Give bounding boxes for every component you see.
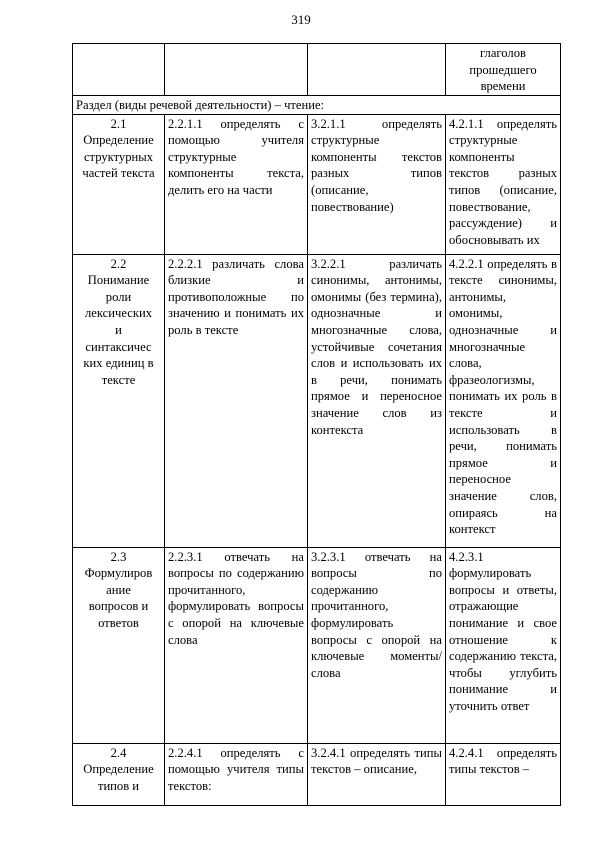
table-cell xyxy=(308,44,446,96)
cell-text: глаголов прошедшего времени xyxy=(469,46,537,94)
cell-text: 2.1 Определение структурных частей текста xyxy=(82,116,155,181)
table-cell xyxy=(446,547,561,743)
section-heading-row xyxy=(73,96,561,115)
table-cell xyxy=(446,114,561,254)
cell-text: 4.2.1.1 определять структурные компоненты текстов разных типов (описание, повествование, рассуждение) и обосновывать их xyxy=(449,116,557,247)
cell-text: 3.2.3.1 отвечать на вопросы по содержанию прочитанного, формулировать вопросы с опорой на ключевые моменты/ слова xyxy=(311,549,442,680)
section-heading: Раздел (виды речевой деятельности) – чтение: xyxy=(73,96,561,115)
table-cell xyxy=(308,114,446,254)
cell-text: 2.4 Определение типов и xyxy=(83,745,154,793)
table-cell xyxy=(308,547,446,743)
table-cell xyxy=(165,44,308,96)
cell-text: 2.2.2.1 различать слова близкие и противоположные по значению и понимать их роль в тексте xyxy=(168,256,304,337)
table-row xyxy=(73,547,561,743)
cell-text: 4.2.4.1 определять типы текстов – xyxy=(449,745,557,777)
cell-text: 4.2.3.1 формулировать вопросы и ответы, отражающие понимание и свое отношение к содержанию текста, чтобы углубить понимание и уточнить ответ xyxy=(449,549,557,713)
page-number: 319 xyxy=(291,12,311,27)
table-row-continuation xyxy=(73,44,561,96)
cell-text: 3.2.4.1 определять типы текстов – описание, xyxy=(311,745,442,777)
curriculum-table xyxy=(72,43,561,806)
table-cell xyxy=(165,547,308,743)
table-cell xyxy=(165,254,308,547)
table-cell xyxy=(165,743,308,805)
table-cell xyxy=(73,114,165,254)
cell-text: 4.2.2.1 определять в тексте синонимы, антонимы, омонимы, однозначные и многозначные слова, фразеологизмы, понимать их роль в тексте и использовать в речи, понимать прямое и переносное значение слов, опираясь на контекст xyxy=(449,256,557,537)
table-cell xyxy=(446,743,561,805)
cell-text: 2.3 Формулиров ание вопросов и ответов xyxy=(84,549,153,630)
cell-text: 2.2.3.1 отвечать на вопросы по содержанию прочитанного, формулировать вопросы с опорой на ключевые слова xyxy=(168,549,304,647)
table-cell xyxy=(308,254,446,547)
cell-text: 3.2.2.1 различать синонимы, антонимы, омонимы (без термина), однозначные и многозначные слова, устойчивые сочетания слов и использовать их в речи, понимать прямое и переносное значение слов из контекста xyxy=(311,256,442,437)
cell-text: 2.2 Понимание роли лексических и синтаксичес ких единиц в тексте xyxy=(83,256,154,387)
cell-text: 2.2.4.1 определять с помощью учителя типы текстов: xyxy=(168,745,304,793)
table-cell xyxy=(165,114,308,254)
table-row xyxy=(73,743,561,805)
table-cell xyxy=(308,743,446,805)
table-cell xyxy=(446,254,561,547)
table-cell xyxy=(446,44,561,96)
table-cell xyxy=(73,743,165,805)
table-cell xyxy=(73,547,165,743)
table-cell xyxy=(73,254,165,547)
table-row xyxy=(73,114,561,254)
table-cell xyxy=(73,44,165,96)
table-row xyxy=(73,254,561,547)
cell-text: 2.2.1.1 определять с помощью учителя структурные компоненты текста, делить его на части xyxy=(168,116,304,197)
cell-text: 3.2.1.1 определять структурные компоненты текстов разных типов (описание, повествование) xyxy=(311,116,442,214)
